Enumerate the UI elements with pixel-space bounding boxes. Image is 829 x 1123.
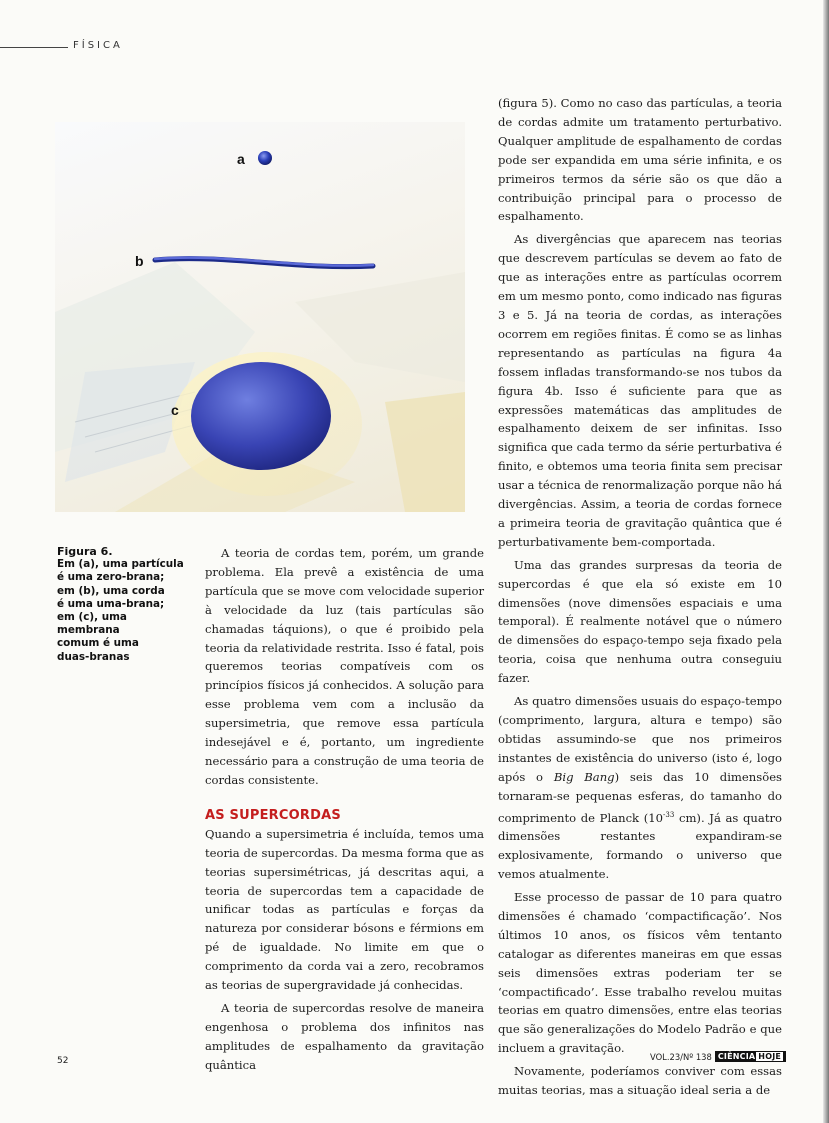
paragraph: A teoria de cordas tem, porém, um grande problema. Ela prevê a existência de uma partícula que se move com velocidade superior à velocidade da luz (tais partículas são chamadas táquions), o que é proibido pela teoria da relatividade restrita. Isso é fatal, pois queremos teorias compatíveis com os princípios físicos já conhecidos. A solução para esse problema vem com a inclusão da supersimetria, que remove essa partícula indesejável e é, portanto, um ingrediente necessário para a construção de uma teoria de cordas consistente. [205, 546, 484, 787]
paragraph: Uma das grandes surpresas da teoria de supercordas é que ela só existe em 10 dimensões (nove dimensões espaciais e uma temporal). É realmente notável que o número de dimensões do espaço-tempo seja fixado pela teoria, coisa que nenhuma outra conseguiu fazer. [498, 557, 782, 686]
paragraph: As divergências que aparecem nas teorias que descrevem partículas se devem ao fato de que as interações entre as partículas ocorrem em um mesmo ponto, como indicado nas figuras 3 e 5. Já na teoria de cordas, as interações ocorrem em regiões finitas. É como se as linhas representando as partículas na figura 4a fossem infladas transformando-se nos tubos da figura 4b. Isso é suficiente para que as expressões matemáticas das amplitudes de espalhamento deixem de ser infinitas. Isso significa que cada termo da série perturbativa é finito, e obtemos uma teoria finita sem precisar usar a técnica de renormalização porque não há divergências. Assim, a teoria de cordas fornece a primeira teoria de gravitação quântica que é perturbativamente bem-comportada. [498, 232, 783, 549]
label-b: b [135, 253, 144, 269]
paragraph [498, 692, 782, 884]
page-number: 52 [57, 1056, 69, 1066]
magazine-logo [715, 1051, 786, 1062]
label-c: c [171, 402, 179, 418]
caption-line: comum é uma [57, 637, 139, 650]
left-text-column [205, 544, 484, 1075]
paragraph: A teoria de supercordas resolve de maneira engenhosa o problema dos infinitos nas amplitudes de espalhamento da gravitação quântica [205, 1000, 484, 1072]
figure-6-illustration [55, 122, 465, 512]
header-rule [0, 47, 68, 48]
logo-text: HOJE [758, 1052, 782, 1061]
volume-label: VOL.23/Nº 138 [650, 1051, 712, 1062]
label-a: a [237, 151, 245, 167]
logo-text: CIÊNCIA [717, 1052, 756, 1061]
paragraph: Esse processo de passar de 10 para quatro dimensões é chamado ‘compactificação’. Nos últimos 10 anos, os físicos vêm tentanto catalogar as diferentes maneiras em que essas seis dimensões extras poderiam ter se ‘compactificado’. Esse trabalho revelou muitas teorias em quatro dimensões, entre elas teorias que são generalizações do Modelo Padrão e que incluem a gravitação. [498, 890, 782, 1056]
section-heading: AS SUPERCORDAS [205, 807, 341, 823]
caption-line: é uma uma-brana; [57, 597, 165, 610]
paragraph: (figura 5). Como no caso das partículas, a teoria de cordas admite um tratamento perturbativo. Qualquer amplitude de espalhamento de cordas pode ser expandida em uma série infinita, e os primeiros termos da série são os que dão a contribuição principal para o processo de espalhamento. [498, 96, 782, 224]
particle-sphere [258, 151, 272, 165]
page-edge-shadow [823, 0, 829, 1123]
text-run: As quatro dimensões usuais do espaço-tempo (comprimento, largura, altura e tempo) são obtidas assumindo-se que nos primeiros instantes de existência do universo (isto é, logo após o [498, 694, 782, 784]
paragraph: Quando a supersimetria é incluída, temos uma teoria de supercordas. Da mesma forma que as teorias supersimétricas, já descritas aqui, a teoria de supercordas tem a capacidade de unificar todas as partículas e forças da natureza por considerar bósons e férmions em pé de igualdade. No limite em que o comprimento da corda vai a zero, recobramos as teorias de supergravidade já conhecidas. [205, 826, 484, 993]
italic-term: Big Bang [553, 769, 615, 784]
caption-title: Figura 6. [57, 545, 113, 558]
background-shape [385, 392, 465, 512]
caption-line: é uma zero-brana; [57, 571, 165, 584]
caption-line: em (b), uma corda [57, 584, 165, 597]
text-run: cm). Já as quatro dimensões restantes expandiram-se explosivamente, formando o universo que vemos atualmente. [498, 810, 782, 882]
section-label: FÍSICA [73, 40, 123, 51]
figure-6-art [55, 122, 465, 512]
right-text-column [498, 94, 782, 1100]
exponent: -33 [663, 810, 675, 819]
caption-line: duas-branas [57, 650, 130, 663]
paragraph: Novamente, poderíamos conviver com essas muitas teorias, mas a situação ideal seria a de [498, 1064, 782, 1098]
figure-caption [57, 545, 192, 664]
text-run: ) seis das 10 dimensões tornaram-se pequenas esferas, do tamanho do comprimento de Planck (10 [498, 769, 782, 825]
footer-issue [650, 1051, 786, 1062]
caption-line: em (c), uma membrana [57, 611, 127, 637]
membrane-ellipse [191, 362, 331, 470]
caption-line: Em (a), uma partícula [57, 558, 184, 571]
